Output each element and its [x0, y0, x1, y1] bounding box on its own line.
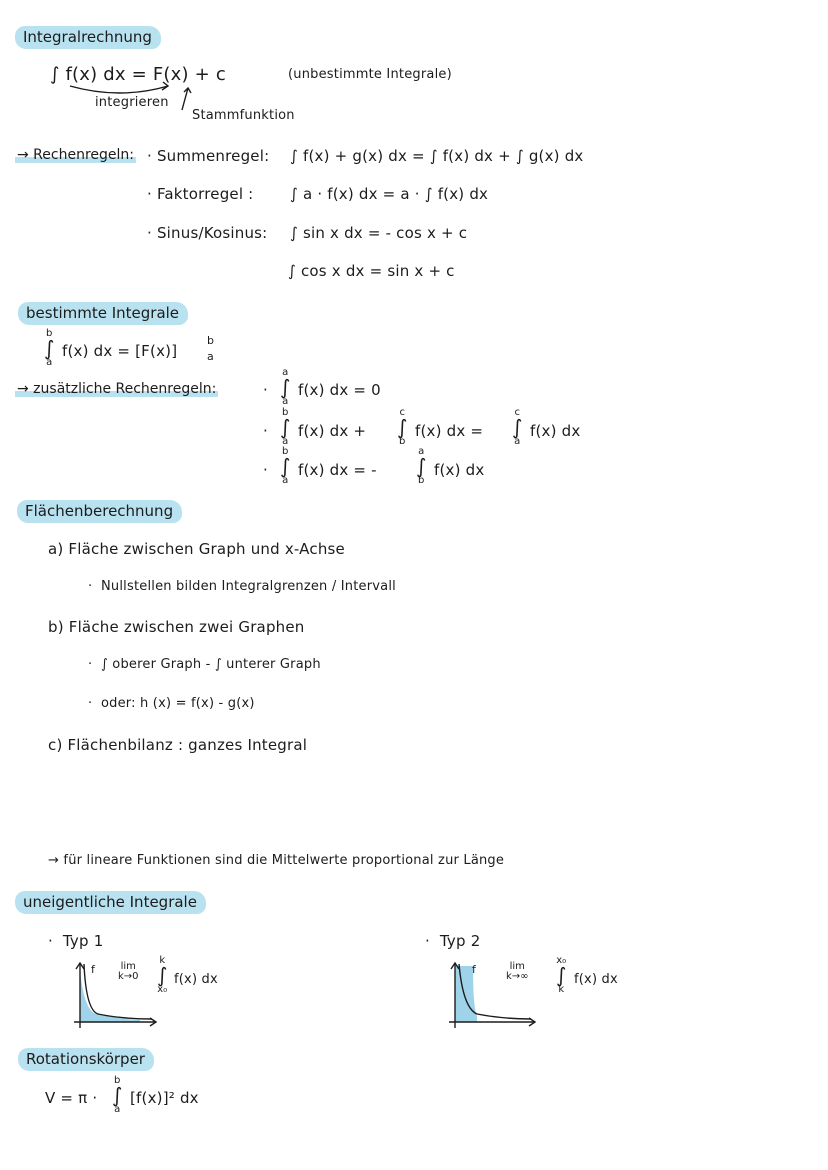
heading-rotationskoerper: Rotationskörper: [18, 1048, 154, 1071]
typ1-label: · Typ 1: [48, 932, 104, 950]
lower-limit: a: [514, 436, 521, 447]
note-unbestimmte-integrale: (unbestimmte Integrale): [288, 67, 452, 82]
heading-uneigentliche-integrale: uneigentliche Integrale: [15, 891, 206, 914]
zusatz1-formula: f(x) dx = 0: [298, 381, 381, 399]
typ2-text: Typ 2: [439, 932, 481, 950]
upper-limit: b: [282, 446, 289, 457]
label-zusaetzliche-rechenregeln: [15, 381, 218, 397]
lower-limit: x₀: [157, 984, 168, 995]
lim-sub: k→0: [118, 971, 139, 982]
lower-limit: a: [282, 396, 289, 407]
zusatz3-part2: f(x) dx: [434, 461, 485, 479]
flaeche-b-bullet1: · ∫ oberer Graph - ∫ unterer Graph: [88, 657, 321, 672]
flaeche-c-label: c) Flächenbilanz : ganzes Integral: [48, 736, 308, 754]
integral-sign-z1: a ∫ a: [280, 367, 291, 407]
lower-limit: k: [558, 984, 565, 995]
integral-sign-z2a: b ∫ a: [280, 407, 291, 447]
formula-unbestimmtes-integral: ∫ f(x) dx = F(x) + c: [50, 64, 226, 85]
lim-sub: k→∞: [506, 971, 529, 982]
flaeche-b-label: b) Fläche zwischen zwei Graphen: [48, 618, 305, 636]
typ2-label: · Typ 2: [425, 932, 481, 950]
integral-sign-bestimmt: b ∫ a: [44, 328, 55, 368]
zusatz3-part1: f(x) dx = -: [298, 461, 377, 479]
typ1-limit: [118, 962, 139, 982]
rule-faktorregel-formula: ∫ a · f(x) dx = a · ∫ f(x) dx: [290, 185, 489, 203]
lim-text: lim: [509, 961, 525, 972]
typ2-graph-label: f: [472, 963, 477, 976]
rule-sinus-formula: ∫ sin x dx = - cos x + c: [290, 224, 468, 242]
bracket-upper-b: b: [207, 334, 215, 347]
flaeche-a-label: a) Fläche zwischen Graph und x-Achse: [48, 540, 345, 558]
bullet: ·: [263, 381, 268, 399]
bullet-text: oder: h (x) = f(x) - g(x): [101, 696, 255, 711]
typ2-integrand: f(x) dx: [574, 972, 618, 987]
upper-limit: x₀: [556, 955, 567, 966]
rule-kosinus-formula: ∫ cos x dx = sin x + c: [288, 262, 455, 280]
bullet: ·: [263, 422, 268, 440]
rotation-integral-sign: b ∫ a: [112, 1075, 123, 1115]
rule-name: Faktorregel :: [156, 185, 254, 203]
upper-limit: c: [399, 407, 405, 418]
typ1-text: Typ 1: [62, 932, 104, 950]
heading-bestimmte-integrale: bestimmte Integrale: [18, 302, 188, 325]
rotation-integrand: [f(x)]² dx: [130, 1089, 199, 1107]
upper-limit: k: [159, 955, 166, 966]
upper-limit: a: [282, 367, 289, 378]
upper-limit: b: [46, 328, 53, 339]
rechenregeln-text: → Rechenregeln:: [17, 147, 134, 163]
rule-name: Summenregel:: [156, 147, 270, 165]
label-stammfunktion: Stammfunktion: [192, 108, 295, 123]
typ1-integral-sign: k ∫ x₀: [157, 955, 168, 995]
heading-flaechenberechnung: Flächenberechnung: [17, 500, 182, 523]
heading-integralrechnung: Integralrechnung: [15, 26, 161, 49]
bracket-lower-a: a: [207, 350, 214, 363]
bullet: ·: [263, 461, 268, 479]
zusatz-text: → zusätzliche Rechenregeln:: [17, 381, 217, 397]
lower-limit: a: [282, 436, 289, 447]
typ2-limit: [506, 962, 529, 982]
typ1-graph-label: f: [91, 963, 96, 976]
lower-limit: a: [114, 1104, 121, 1115]
typ1-graph: [70, 958, 160, 1032]
rule-summenregel-name: · Summenregel:: [147, 147, 270, 165]
flaeche-b-bullet2: · oder: h (x) = f(x) - g(x): [88, 696, 255, 711]
zusatz2-part3: f(x) dx: [530, 422, 581, 440]
integral-sign-z3a: b ∫ a: [280, 446, 291, 486]
rule-name: Sinus/Kosinus:: [156, 224, 268, 242]
upper-limit: a: [418, 446, 425, 457]
zusatz2-part2: f(x) dx =: [415, 422, 484, 440]
upper-limit: b: [282, 407, 289, 418]
bullet-text: Nullstellen bilden Integralgrenzen / Intervall: [101, 579, 396, 594]
formula-bestimmtes-integral: f(x) dx = [F(x)]: [62, 342, 178, 360]
upper-limit: c: [514, 407, 520, 418]
rule-summenregel-formula: ∫ f(x) + g(x) dx = ∫ f(x) dx + ∫ g(x) dx: [290, 147, 584, 165]
lower-limit: a: [46, 357, 53, 368]
label-integrieren: integrieren: [95, 95, 169, 110]
lim-text: lim: [120, 961, 136, 972]
rule-faktorregel-name: · Faktorregel :: [147, 185, 254, 203]
rule-sinus-name: · Sinus/Kosinus:: [147, 224, 268, 242]
lower-limit: b: [399, 436, 406, 447]
lower-limit: b: [418, 475, 425, 486]
integral-sign-z3b: a ∫ b: [416, 446, 427, 486]
typ1-integrand: f(x) dx: [174, 972, 218, 987]
typ2-integral-sign: x₀ ∫ k: [556, 955, 567, 995]
label-rechenregeln: [15, 147, 136, 163]
zusatz2-part1: f(x) dx +: [298, 422, 367, 440]
integral-sign-z2b: c ∫ b: [397, 407, 408, 447]
integral-sign-z2c: c ∫ a: [512, 407, 523, 447]
note-lineare-funktionen: → für lineare Funktionen sind die Mittelwerte proportional zur Länge: [48, 853, 505, 868]
bullet-text: ∫ oberer Graph - ∫ unterer Graph: [101, 657, 321, 672]
rotation-prefix: V = π ·: [45, 1089, 98, 1107]
flaeche-a-bullet: · Nullstellen bilden Integralgrenzen / Intervall: [88, 579, 396, 594]
upper-limit: b: [114, 1075, 121, 1086]
lower-limit: a: [282, 475, 289, 486]
